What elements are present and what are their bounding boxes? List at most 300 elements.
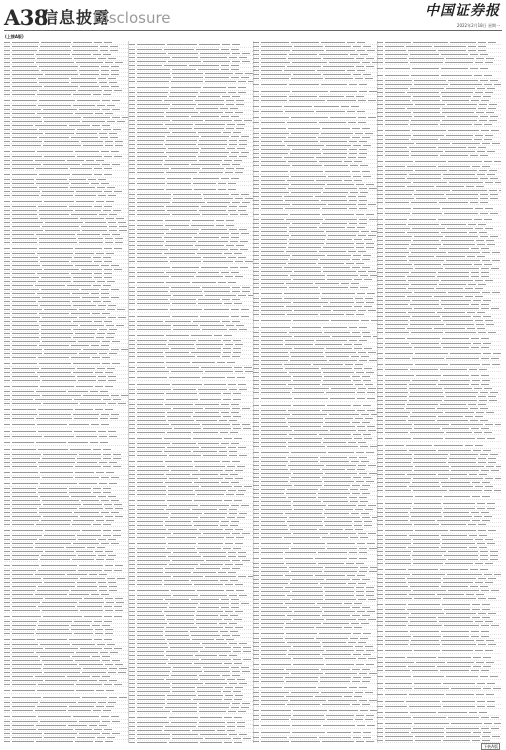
table-cell [43,504,81,505]
table-cell [293,320,329,321]
table-cell [228,711,236,712]
table-cell [129,667,135,668]
table-cell [377,130,383,131]
table-cell [115,242,123,243]
table-cell [166,241,196,242]
table-cell [367,725,375,726]
table-cell [385,62,408,63]
table-cell [356,452,364,453]
table-cell [261,677,283,678]
table-cell [490,194,498,195]
table-cell [233,659,241,660]
table-cell [241,136,249,137]
table-cell [12,54,34,55]
table-cell [330,398,355,399]
table-cell [229,57,237,58]
table-cell [490,116,498,117]
newspaper-logo: 中国证券报 [425,3,500,19]
table-cell [358,122,366,123]
table-cell [171,513,202,514]
table-cell [201,447,226,448]
table-cell [291,741,320,742]
table-cell [365,78,373,79]
table-cell [245,198,253,199]
table-cell [231,316,239,317]
table-cell [354,438,362,439]
table-cell [39,508,77,509]
table-cell [436,186,464,187]
table-cell [101,594,109,595]
table-cell [369,700,377,701]
table-cell [351,356,359,357]
table-cell [173,667,201,668]
table-cell [367,50,375,51]
table-cell [377,248,383,249]
table-cell [377,104,383,105]
table-cell [292,414,327,415]
table-cell [12,187,37,188]
table-cell [76,551,93,552]
table-cell [204,198,233,199]
table-cell [487,151,495,152]
table-cell [112,733,120,734]
table-cell [292,149,320,150]
table-cell [225,695,233,696]
table-cell [316,340,347,341]
table-cell [408,256,434,257]
table-cell [166,393,197,394]
table-cell [292,725,321,726]
table-cell [234,486,242,487]
table-cell [385,108,405,109]
table-cell [253,442,259,443]
table-cell [261,567,287,568]
table-cell [377,161,383,162]
table-cell [261,446,286,447]
table-cell [480,155,488,156]
table-cell [222,635,230,636]
table-cell [42,610,78,611]
table-cell [75,729,92,730]
table-cell [4,530,10,531]
table-cell [442,112,474,113]
table-cell [467,312,475,313]
table-cell [377,108,383,109]
table-cell [253,336,259,337]
table-cell [319,633,351,634]
table-cell [471,384,479,385]
table-cell [489,170,497,171]
table-cell [100,391,108,392]
table-cell [82,230,107,231]
table-cell [479,232,487,233]
table-cell [411,151,443,152]
table-cell [4,168,10,169]
table-cell [288,497,316,498]
table-cell [12,508,37,509]
table-cell [353,477,361,478]
table-cell [99,353,107,354]
table-cell [407,92,439,93]
table-cell [137,647,168,648]
table-cell [414,347,441,348]
table-cell [245,73,253,74]
table-cell [12,516,41,517]
table-cell [285,627,314,628]
table-cell [221,599,229,600]
table-cell [261,543,291,544]
table-cell [44,353,77,354]
table-cell [261,737,287,738]
table-row [4,613,128,620]
table-cell [245,371,253,372]
table-cell [227,124,235,125]
table-cell [105,238,113,239]
table-cell [385,228,410,229]
table-cell [108,222,116,223]
table-cell [445,412,474,413]
table-cell [4,578,10,579]
table-cell [253,275,259,276]
table-cell [294,388,329,389]
table-cell [231,49,239,50]
table-cell [253,204,259,205]
table-cell [192,509,217,510]
table-cell [368,430,376,431]
table-cell [164,65,187,66]
table-cell [40,257,72,258]
table-cell [253,171,259,172]
table-cell [129,505,135,506]
table-cell [171,590,195,591]
table-cell [482,292,490,293]
table-cell [172,671,202,672]
table-row [4,740,128,743]
table-cell [261,320,291,321]
table-cell [377,62,383,63]
table-cell [81,226,107,227]
table-cell [261,66,285,67]
table-cell [99,82,107,83]
table-cell [137,44,165,45]
table-cell [112,234,120,235]
table-cell [385,308,412,309]
table-cell [253,529,259,530]
table-cell [377,190,383,191]
table-cell [165,521,191,522]
table-cell [482,364,490,365]
table-cell [113,535,121,536]
table-cell [129,659,135,660]
table-cell [261,548,289,549]
table-cell [253,422,259,423]
table-cell [101,66,109,67]
table-cell [96,472,104,473]
table-cell [321,669,350,670]
table-cell [261,247,286,248]
table-cell [12,277,39,278]
table-cell [413,96,440,97]
table-cell [238,552,246,553]
table-cell [12,234,34,235]
table-cell [69,706,94,707]
table-cell [253,78,259,79]
table-cell [4,472,10,473]
table-cell [104,616,112,617]
table-cell [129,703,135,704]
table-cell [475,62,483,63]
table-cell [196,49,219,50]
table-cell [4,105,10,106]
table-cell [4,353,10,354]
table-cell [253,344,259,345]
table-cell [198,96,220,97]
table-cell [357,227,365,228]
table-cell [468,46,476,47]
table-cell [137,65,162,66]
table-cell [129,77,135,78]
table-cell [352,607,360,608]
table-row [4,383,128,390]
table-cell [172,267,199,268]
table-cell [101,74,109,75]
table-cell [490,80,498,81]
table-cell [222,164,230,165]
table-cell [261,537,282,538]
table-cell [108,582,116,583]
table-cell [129,112,135,113]
table-cell [4,46,10,47]
table-cell [261,477,289,478]
table-cell [362,681,370,682]
table-cell [484,388,492,389]
table-cell [12,46,38,47]
table-cell [483,343,491,344]
table-cell [44,309,77,310]
table-cell [221,65,229,66]
table-cell [361,320,369,321]
table-row [253,81,377,88]
table-cell [358,642,366,643]
table-cell [129,707,135,708]
table-cell [91,183,99,184]
table-cell [285,111,314,112]
table-cell [377,400,383,401]
table-cell [253,410,259,411]
table-cell [113,399,121,400]
table-cell [4,594,10,595]
table-cell [4,183,10,184]
table-cell [349,457,357,458]
table-cell [129,408,135,409]
table-cell [385,416,408,417]
table-cell [129,590,135,591]
table-cell [129,663,135,664]
table-cell [38,586,75,587]
table-cell [253,548,259,549]
table-cell [193,183,216,184]
table-cell [97,333,105,334]
table-cell [344,161,352,162]
table-cell [171,470,198,471]
table-cell [110,418,118,419]
table-cell [12,78,36,79]
table-cell [261,725,290,726]
table-cell [414,236,443,237]
table-cell [109,680,117,681]
table-cell [220,631,228,632]
table-cell [4,449,10,450]
table-cell [358,157,366,158]
table-cell [4,372,10,373]
table-cell [363,434,371,435]
table-cell [111,70,119,71]
table-cell [488,332,496,333]
table-cell [385,236,412,237]
table-cell [99,586,107,587]
table-cell [43,145,81,146]
table-cell [84,616,102,617]
table-cell [71,78,96,79]
table-cell [137,393,164,394]
table-cell [231,116,239,117]
table-cell [238,81,246,82]
table-cell [253,737,259,738]
table-cell [4,664,10,665]
table-cell [82,297,99,298]
table-cell [203,455,227,456]
table-cell [478,42,486,43]
table-cell [316,111,345,112]
table-cell [436,256,465,257]
table-cell [98,582,106,583]
table-cell [347,111,355,112]
table-cell [96,337,104,338]
table-cell [172,214,200,215]
table-cell [324,587,354,588]
table-cell [369,188,377,189]
table-cell [441,240,474,241]
table-cell [261,275,288,276]
table-cell [438,147,466,148]
table-cell [171,675,197,676]
table-cell [12,492,36,493]
table-cell [261,100,287,101]
table-row [253,402,377,409]
table-cell [385,388,407,389]
table-row [129,313,253,320]
table-cell [137,116,164,117]
table-cell [12,594,33,595]
table-cell [409,396,444,397]
table-cell [224,717,232,718]
table-cell [489,400,497,401]
table-cell [477,328,485,329]
table-cell [106,520,114,521]
table-cell [235,564,243,565]
table-cell [377,380,383,381]
table-cell [111,500,119,501]
table-cell [476,412,484,413]
table-cell [377,236,383,237]
table-cell [443,320,473,321]
table-cell [253,384,259,385]
table-cell [236,325,244,326]
table-cell [199,393,221,394]
table-cell [12,442,34,443]
table-cell [4,458,10,459]
table-cell [103,524,111,525]
table-cell [137,206,164,207]
table-cell [12,590,35,591]
table-cell [78,539,96,540]
table-cell [67,676,90,677]
table-cell [12,70,39,71]
table-cell [194,482,219,483]
table-cell [446,135,473,136]
table-cell [228,92,236,93]
table-cell [99,725,107,726]
table-cell [253,376,259,377]
table-cell [200,325,224,326]
table-cell [71,183,89,184]
table-cell [443,178,478,179]
table-cell [94,277,102,278]
table-cell [368,204,376,205]
table-cell [137,631,163,632]
table-cell [358,658,366,659]
table-cell [12,82,37,83]
table-cell [261,188,286,189]
table-cell [261,200,283,201]
table-cell [12,483,38,484]
table-cell [478,147,486,148]
table-cell [221,443,229,444]
table-cell [261,84,287,85]
table-cell [229,683,237,684]
table-cell [377,268,383,269]
table-cell [234,500,242,501]
table-cell [168,543,196,544]
table-cell [442,120,477,121]
table-cell [103,210,111,211]
section-title-cn: 信息披露 [42,8,111,27]
table-cell [261,497,286,498]
table-cell [193,438,222,439]
table-cell [377,343,383,344]
table-cell [129,399,135,400]
table-cell [137,316,170,317]
table-cell [165,461,192,462]
table-cell [486,324,494,325]
table-cell [43,454,77,455]
table-cell [12,414,37,415]
table-cell [356,96,364,97]
table-cell [352,704,360,705]
table-cell [284,537,320,538]
table-cell [114,269,122,270]
table-cell [385,300,410,301]
table-cell [73,50,98,51]
table-cell [4,454,10,455]
table-cell [385,178,405,179]
table-cell [324,438,352,439]
table-cell [359,219,367,220]
table-cell [137,683,170,684]
table-cell [323,442,346,443]
table-cell [236,245,244,246]
table-cell [253,91,259,92]
